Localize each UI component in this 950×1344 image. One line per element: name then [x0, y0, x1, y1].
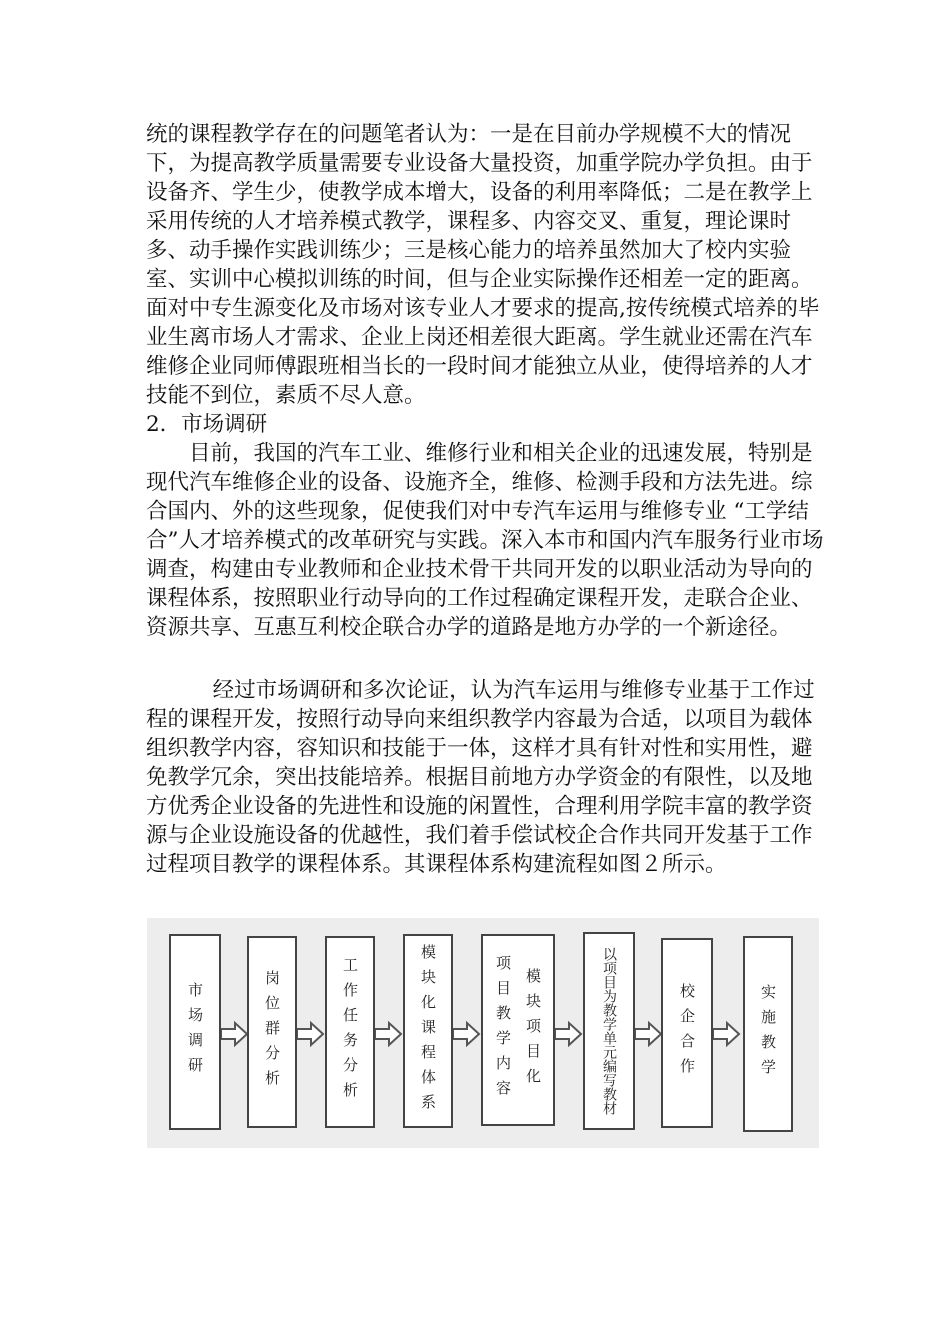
step-market-research: 市场调研	[169, 934, 221, 1130]
step-modular-curriculum: 模块化课程体系	[403, 934, 453, 1128]
arrow-right-icon	[297, 1023, 323, 1045]
arrow-right-icon	[555, 1023, 581, 1045]
paragraph-gap	[146, 642, 826, 676]
step-work-task-analysis: 工作任务分析	[325, 936, 375, 1128]
arrow-right-icon	[375, 1023, 401, 1045]
arrow-right-icon	[713, 1023, 739, 1045]
step-school-enterprise: 校企合作	[661, 938, 713, 1128]
section-heading-2: 2．市场调研	[146, 412, 268, 437]
paragraph-3: 经过市场调研和多次论证，认为汽车运用与维修专业基于工作过程的课程开发，按照行动导向来组织教学内容最为合适，以项目为载体组织教学内容，容知识和技能于一体，这样才具有针对性和实用性，避免教学冗余，突出技能培养。根据目前地方办学资金的有限性，以及地方优秀企业设备的先进性和设施的闲置性，合理利用学院丰富的教学资源与企业设施设备的优越性，我们着手偿试校企合作共同开发基于工作过程项目教学的课程体系。其课程体系构建流程如图２所示。	[146, 678, 815, 877]
arrow-right-icon	[635, 1023, 661, 1045]
step-compile-textbooks: 以项目为教学单元编写教材	[583, 932, 635, 1130]
step-implement-teaching: 实施教学	[743, 936, 793, 1132]
document-body	[146, 120, 826, 879]
paragraph-1: 统的课程教学存在的问题笔者认为：一是在目前办学规模不大的情况下，为提高教学质量需要专业设备大量投资，加重学院办学负担。由于设备齐、学生少，使教学成本增大，设备的利用率降低；二是在教学上采用传统的人才培养模式教学，课程多、内容交叉、重复，理论课时多、动手操作实践训练少；三是核心能力的培养虽然加大了校内实验室、实训中心模拟训练的时间，但与企业实际操作还相差一定的距离。面对中专生源变化及市场对该专业人才要求的提高,按传统模式培养的毕业生离市场人才需求、企业上岗还相差很大距离。学生就业还需在汽车维修企业同师傅跟班相当长的一段时间才能独立从业，使得培养的人才技能不到位，素质不尽人意。	[146, 122, 820, 408]
curriculum-flowchart	[147, 918, 819, 1148]
step-job-group-analysis: 岗位群分析	[247, 936, 297, 1128]
paragraph-2: 目前，我国的汽车工业、维修行业和相关企业的迅速发展，特别是现代汽车维修企业的设备、设施齐全，维修、检测手段和方法先进。综合国内、外的这些现象，促使我们对中专汽车运用与维修专业 “工学结合”人才培养模式的改革研究与实践。深入本市和国内汽车服务行业市场调查，构建由专业教师和企业技术骨干共同开发的以职业活动为导向的课程体系，按照职业行动导向的工作过程确定课程开发，走联合企业、资源共享、互惠互利校企联合办学的道路是地方办学的一个新途径。	[146, 441, 824, 640]
arrow-right-icon	[453, 1023, 479, 1045]
arrow-right-icon	[221, 1023, 247, 1045]
step-project-teaching: 项目教学内容 模块项目化	[481, 934, 555, 1126]
